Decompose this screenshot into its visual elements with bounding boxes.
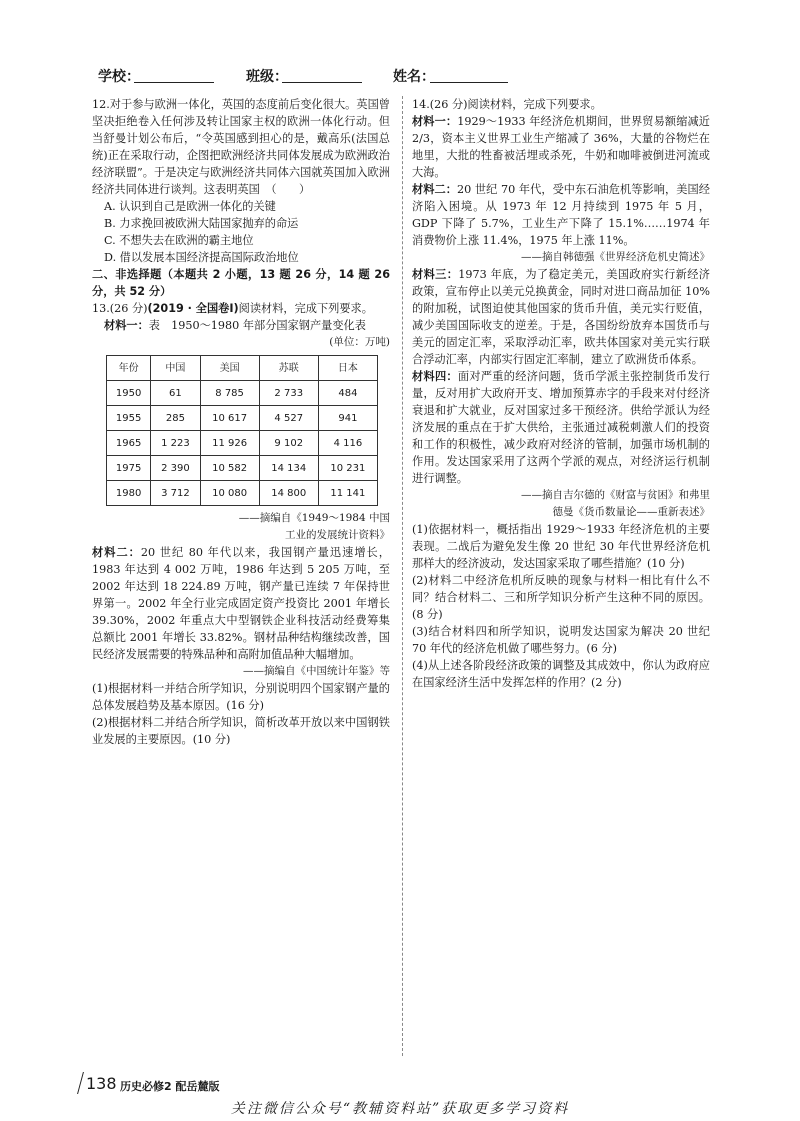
student-info-header (0, 66, 800, 90)
table-cell: 2 733 (259, 381, 318, 406)
q14-material-1 (412, 113, 710, 181)
table-cell: 2 390 (151, 456, 200, 481)
page-number: 138 (86, 1074, 117, 1093)
q12-option-d: D. 借以发展本国经济提高国际政治地位 (104, 251, 299, 264)
q14-m4-label: 材料四： (412, 370, 458, 383)
q14-m4-source-b: 德曼《货币数量论——重新表述》 (552, 506, 710, 518)
table-row (107, 431, 378, 456)
table-cell: 11 141 (318, 481, 377, 506)
table-header-cell: 年份 (107, 356, 151, 381)
table-header-cell: 日本 (318, 356, 377, 381)
q14-m2-label: 材料二： (412, 183, 457, 196)
table-cell: 4 527 (259, 406, 318, 431)
q14-m1-label: 材料一： (412, 115, 458, 128)
q13-m1-title-text: 表 1950～1980 年部分国家钢产量变化表 (148, 319, 366, 332)
right-column (412, 96, 710, 691)
q13-m1-label: 材料一： (104, 319, 149, 332)
q14-material-2 (412, 181, 710, 249)
table-cell: 10 617 (200, 406, 259, 431)
table-cell: 3 712 (151, 481, 200, 506)
school-blank (134, 82, 214, 83)
q12-option-b: B. 力求挽回被欧洲大陆国家抛弃的命运 (104, 217, 299, 230)
class-blank (282, 82, 362, 83)
q14-m2-source: ——摘自韩德强《世界经济危机史简述》 (521, 251, 710, 263)
q14-m3-label: 材料三： (412, 268, 459, 281)
q13-instruction: 阅读材料，完成下列要求。 (238, 302, 373, 315)
table-cell: 4 116 (318, 431, 377, 456)
table-cell: 11 926 (200, 431, 259, 456)
table-cell: 1950 (107, 381, 151, 406)
q14-intro: 14.(26 分)阅读材料，完成下列要求。 (412, 98, 602, 111)
q13-m2-label: 材料二： (92, 546, 141, 559)
footer-slash (77, 1072, 86, 1094)
q14-question-3: (3)结合材料四和所学知识，说明发达国家为解决 20 世纪 70 年代的经济危机做了哪些努力。(6 分) (412, 625, 710, 655)
table-row (107, 406, 378, 431)
table-cell: 9 102 (259, 431, 318, 456)
q12-option-c: C. 不想失去在欧洲的霸主地位 (104, 234, 254, 247)
table-cell: 941 (318, 406, 377, 431)
q13-points: (26 分) (109, 302, 148, 315)
q14-question-1: (1)依据材料一，概括指出 1929～1933 年经济危机的主要表现。二战后为避免发生像 20 世纪 30 年代世界经济危机那样大的经济波动，发达国家采取了哪些措施？(10 分) (412, 523, 710, 570)
table-cell: 1975 (107, 456, 151, 481)
table-cell: 1 223 (151, 431, 200, 456)
q14-material-3 (412, 266, 710, 368)
name-blank (430, 82, 508, 83)
q14-m2-text: 20 世纪 70 年代，受中东石油危机等影响，美国经济陷入困境。从 1973 年 12 月持续到 1975 年 5 月，GDP 下降了 5.7%，工业生产下降了 15.1%……1974 年消费物价上涨 11.4%，1975 年上涨 11%。 (412, 183, 710, 247)
table-header-cell: 美国 (200, 356, 259, 381)
q13-intro (92, 300, 390, 317)
class-label: 班级： (246, 69, 288, 85)
name-label: 姓名： (393, 69, 435, 85)
q14-m1-text: 1929～1933 年经济危机期间，世界贸易额缩减近 2/3，资本主义世界工业生产缩减了 36%，大量的谷物烂在地里，大批的牲畜被活埋或杀死，牛奶和咖啡被倒进河流或大海。 (412, 115, 710, 179)
q13-num: 13. (92, 302, 110, 315)
q14-material-4 (412, 368, 710, 487)
table-cell: 1965 (107, 431, 151, 456)
table-row (107, 481, 378, 506)
q12-option-a: A. 认识到自己是欧洲一体化的关键 (104, 200, 276, 213)
table-cell: 1980 (107, 481, 151, 506)
q14-m3-text: 1973 年底，为了稳定美元，美国政府实行新经济政策，宣布停止以美元兑换黄金，同时对进口商品加征 10%的附加税，试图迫使其他国家的货币升值，美元实行贬值，减少美国国际收支的逆差。于是，各国纷纷放弃本国货币与美元的固定汇率，采取浮动汇率，欧共体国家对美元实行联合浮动汇率，内部实行固定汇率制，建立了欧洲货币体系。 (412, 268, 710, 366)
table-cell: 10 231 (318, 456, 377, 481)
q13-m2-text: 20 世纪 80 年代以来，我国钢产量迅速增长，1983 年达到 4 002 万吨，1986 年达到 5 205 万吨，至 2002 年达到 18 224.89 万吨，钢产量已连续 7 年保持世界第一。2002 年全行业完成固定资产投资比 2001 年增长 39.30%，2002 年重点大中型钢铁企业科技活动经费筹集总额比 2001 年增长 33.82%。钢材品种结构继续改善，国民经济发展需要的特殊品种和高附加值品种大幅增加。 (92, 546, 390, 661)
table-cell: 1955 (107, 406, 151, 431)
table-cell: 14 800 (259, 481, 318, 506)
table-header-cell: 苏联 (259, 356, 318, 381)
table-row (107, 456, 378, 481)
table-header-row (107, 356, 378, 381)
q13-source: (2019 · 全国卷Ⅰ) (147, 302, 239, 315)
table-cell: 484 (318, 381, 377, 406)
q13-material-1-title (92, 317, 390, 334)
q14-question-4: (4)从上述各阶段经济政策的调整及其成效中，你认为政府应在国家经济生活中发挥怎样的作用？(2 分) (412, 659, 710, 689)
q14-m4-source-a: ——摘自吉尔德的《财富与贫困》和弗里 (521, 489, 710, 501)
q13-m2-source: ——摘编自《中国统计年鉴》等 (243, 665, 390, 677)
section-2-heading: 二、非选择题（本题共 2 小题，13 题 26 分，14 题 26 分，共 52 分） (92, 268, 390, 298)
left-column (92, 96, 390, 748)
column-divider (402, 96, 403, 1056)
q14-m4-text: 面对严重的经济问题，货币学派主张控制货币发行量，反对用扩大政府开支、增加预算赤字的手段来对付经济衰退和扩大就业，反对国家过多干预经济。供给学派认为经济发展的重点在于扩大供给，主张通过减税刺激人们的投资和工作的积极性，减少政府对经济的管制，加强市场机制的作用。发达国家采用了这两个学派的观点，对经济运行机制进行调整。 (412, 370, 710, 485)
watermark-text: 关注微信公众号“教辅资料站”获取更多学习资料 (230, 1101, 570, 1117)
school-label: 学校： (98, 69, 140, 85)
table-cell: 14 134 (259, 456, 318, 481)
table-cell: 10 582 (200, 456, 259, 481)
table-cell: 8 785 (200, 381, 259, 406)
book-title: 历史必修2 配岳麓版 (120, 1080, 220, 1093)
q13-m1-source-b: 工业的发展统计资料》 (285, 529, 390, 541)
q13-question-2: (2)根据材料二并结合所学知识，简析改革开放以来中国钢铁业发展的主要原因。(10 分) (92, 716, 390, 746)
table-header-cell: 中国 (151, 356, 200, 381)
q14-question-2: (2)材料二中经济危机所反映的现象与材料一相比有什么不同？结合材料二、三和所学知识分析产生这种不同的原因。(8 分) (412, 574, 710, 621)
q13-material-2 (92, 544, 390, 663)
q13-m1-source-a: ——摘编自《1949～1984 中国 (238, 512, 390, 524)
steel-production-table (106, 355, 378, 506)
q12-stem: 12.对于参与欧洲一体化，英国的态度前后变化很大。英国曾坚决拒绝卷入任何涉及转让国家主权的欧洲一体化行动。但当舒曼计划公布后，“令英国感到担心的是，戴高乐(法国总统)正在采取行动，企图把欧洲经济共同体发展成为欧洲政治经济联盟”。于是决定与欧洲经济共同体六国就英国加入欧洲经济共同体进行谈判。这表明英国 （ ） (92, 98, 390, 196)
table-cell: 285 (151, 406, 200, 431)
table-cell: 61 (151, 381, 200, 406)
table-cell: 10 080 (200, 481, 259, 506)
q13-question-1: (1)根据材料一并结合所学知识，分别说明四个国家钢产量的总体发展趋势及基本原因。(16 分) (92, 682, 390, 712)
q13-m1-unit: (单位：万吨) (329, 336, 390, 348)
table-row (107, 381, 378, 406)
